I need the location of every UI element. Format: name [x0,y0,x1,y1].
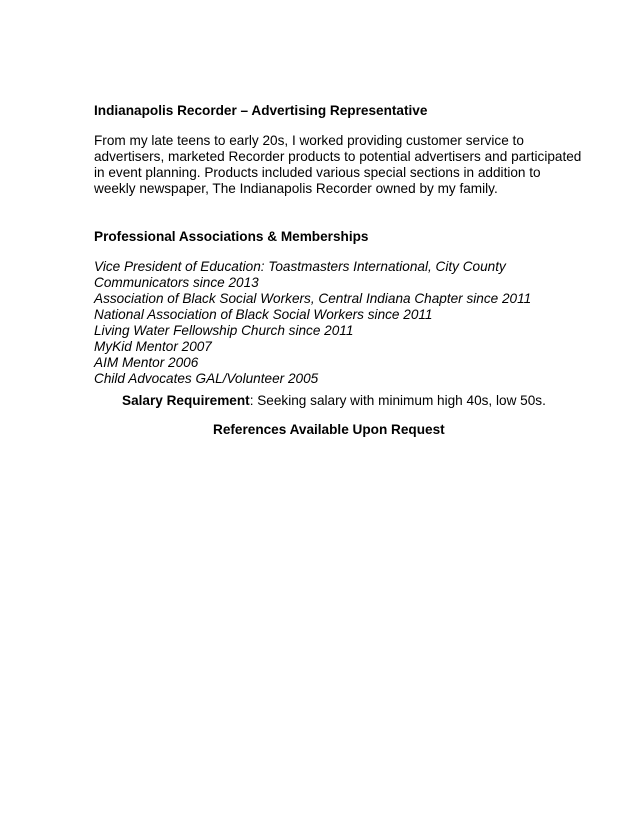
list-item: Communicators since 2013 [94,275,259,290]
references-note: References Available Upon Request [213,422,445,437]
salary-label: Salary Requirement [122,393,250,408]
experience-heading: Indianapolis Recorder – Advertising Representative [94,103,428,118]
list-item: National Association of Black Social Workers since 2011 [94,307,433,322]
document-content [94,103,582,387]
list-item: Vice President of Education: Toastmasters International, City County [94,259,506,274]
salary-requirement [122,393,546,409]
salary-text: : Seeking salary with minimum high 40s, low 50s. [249,393,546,408]
list-item: Living Water Fellowship Church since 2011 [94,323,354,338]
experience-line: From my late teens to early 20s, I worked providing customer service to [94,133,524,148]
experience-line: in event planning. Products included various special sections in addition to [94,165,541,180]
list-item: Child Advocates GAL/Volunteer 2005 [94,371,319,386]
list-item: Association of Black Social Workers, Central Indiana Chapter since 2011 [94,291,532,306]
experience-line: advertisers, marketed Recorder products to potential advertisers and participated [94,149,582,164]
list-item: MyKid Mentor 2007 [94,339,212,354]
associations-list [94,259,564,387]
experience-line: weekly newspaper, The Indianapolis Recorder owned by my family. [94,181,498,196]
associations-heading: Professional Associations & Memberships [94,229,369,244]
list-item: AIM Mentor 2006 [94,355,199,370]
experience-description [94,133,582,197]
associations-section [94,229,564,387]
